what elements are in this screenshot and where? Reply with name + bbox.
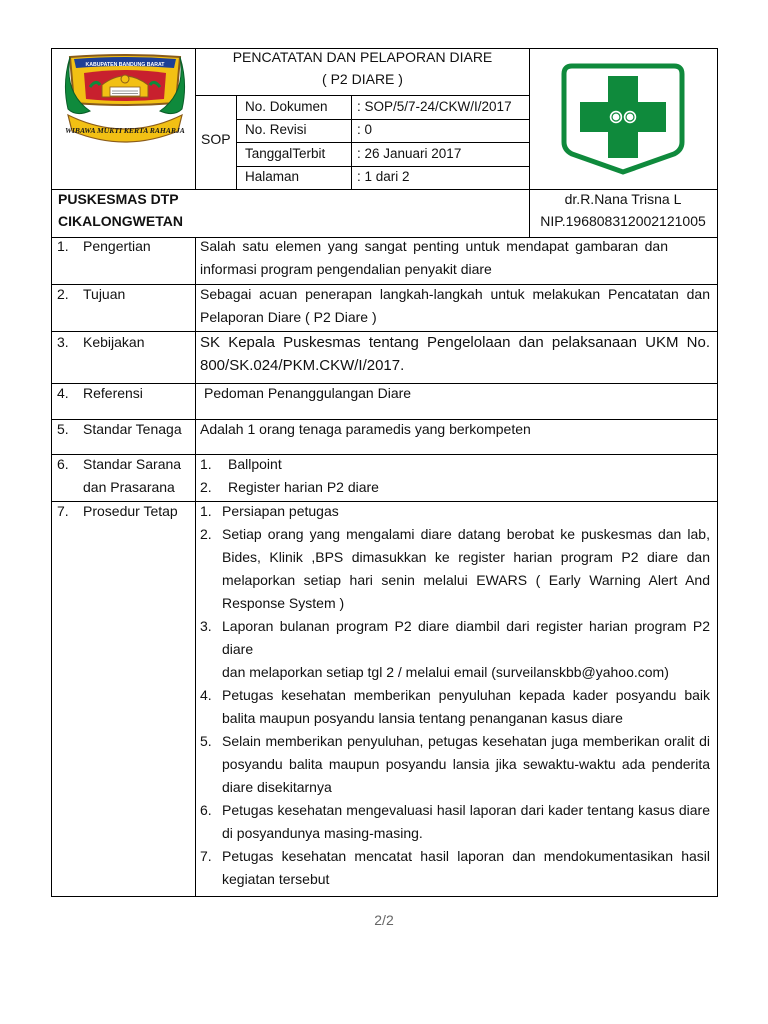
- signer-name: dr.R.Nana Trisna L: [564, 191, 682, 207]
- regency-emblem-logo: [62, 53, 188, 149]
- emblem-arc-text: KABUPATEN BANDUNG BARAT: [85, 62, 165, 68]
- section-number: 2.: [57, 286, 69, 302]
- section-label-standar-tenaga: [57, 418, 193, 441]
- section-text-tujuan: Sebagai acuan penerapan langkah-langkah untuk melakukan Pencatatan dan Pelaporan Diare ( P2 Diare ): [200, 286, 710, 325]
- emblem-motto-text: WIBAWA MUKTI KERTA RAHARJA: [65, 126, 185, 135]
- section-text-referensi: Pedoman Penanggulangan Diare: [204, 385, 412, 401]
- list-item: [200, 684, 710, 730]
- meta-value-revision: : 0: [357, 122, 373, 137]
- section-label-text: Prosedur Tetap: [83, 503, 178, 519]
- list-item: [200, 500, 710, 523]
- list-item-text: Petugas kesehatan mengevaluasi hasil laporan dari kader tentang kasus diare di posyandunya masing-masing.: [222, 802, 710, 841]
- section-text-kebijakan: SK Kepala Puskesmas tentang Pengelolaan dan pelaksanaan UKM No. 800/SK.024/PKM.CKW/I/2017.: [200, 334, 710, 374]
- list-item-text: Selain memberikan penyuluhan, petugas kesehatan juga memberikan oralit di posyandu balita maupun posyandu lansia jika sewaktu-waktu ada penderita diare disekitarnya: [222, 733, 710, 795]
- procedure-list: [200, 500, 710, 891]
- body-column-divider: [195, 237, 196, 897]
- list-item-num: 2.: [200, 526, 212, 542]
- list-item-num: 6.: [200, 802, 212, 818]
- puskesmas-cross-logo: [558, 60, 688, 176]
- section-number: 3.: [57, 334, 69, 350]
- list-item: [200, 615, 710, 684]
- list-item-num: 5.: [200, 733, 212, 749]
- meta-value-page: : 1 dari 2: [357, 169, 410, 184]
- list-item-text: Petugas kesehatan memberikan penyuluhan kepada kader posyandu baik balita maupun posyandu lansia tentang penanganan kasus diare: [222, 687, 710, 726]
- section-label-text: Standar Tenaga: [83, 421, 182, 437]
- organization-name-line1: PUSKESMAS DTP: [58, 191, 179, 207]
- section-text-pengertian: Salah satu elemen yang sangat penting untuk mendapat gambaran dan informasi program pengendalian penyakit diare: [200, 238, 668, 277]
- list-item: [200, 845, 710, 891]
- list-item-text: Laporan bulanan program P2 diare diambil dari register harian program P2 diare: [222, 618, 710, 657]
- meta-label-page: Halaman: [245, 169, 300, 184]
- section-number: 4.: [57, 385, 69, 401]
- meta-label-revision: No. Revisi: [245, 122, 307, 137]
- list-item-text: Setiap orang yang mengalami diare datang berobat ke puskesmas dan lab, Bides, Klinik ,BPS dimasukkan ke register harian program P2 diare dan melaporkan setiap hari senin melalui EWARS ( Early Warning Alert And Response System ): [222, 526, 710, 611]
- section-label-text: Kebijakan: [83, 334, 145, 350]
- section-label-text: Referensi: [83, 385, 143, 401]
- section-label-text-2: dan Prasarana: [83, 479, 175, 495]
- document-title: PENCATATAN DAN PELAPORAN DIARE: [232, 49, 493, 65]
- section-label-kebijakan: [57, 331, 193, 354]
- section-label-standar-sarana: [57, 453, 193, 499]
- table-border-bottom: [51, 896, 718, 897]
- list-item-text: Ballpoint: [228, 456, 282, 472]
- section-label-text: Standar Sarana: [83, 456, 182, 472]
- section-label-text: Pengertian: [83, 238, 151, 254]
- list-item-text: Register harian P2 diare: [228, 479, 379, 495]
- organization-name-line2: CIKALONGWETAN: [58, 213, 183, 229]
- section-label-text: Tujuan: [83, 286, 126, 302]
- document-subtitle: ( P2 DIARE ): [322, 71, 403, 87]
- list-item-num: 2.: [200, 479, 212, 495]
- section-number: 7.: [57, 503, 69, 519]
- list-item: [200, 730, 710, 799]
- list-item: [200, 799, 710, 845]
- list-item-num: 7.: [200, 848, 212, 864]
- list-item: [200, 523, 710, 615]
- meta-value-issue-date: : 26 Januari 2017: [357, 146, 462, 161]
- section-label-tujuan: [57, 283, 193, 306]
- section-label-pengertian: [57, 235, 193, 258]
- page-number: 2/2: [374, 912, 394, 928]
- list-item-num: 1.: [200, 503, 212, 519]
- section-label-referensi: [57, 382, 193, 405]
- signer-nip: NIP.196808312002121005: [540, 213, 706, 229]
- list-item-text: Persiapan petugas: [222, 503, 339, 519]
- list-item-text: Petugas kesehatan mencatat hasil laporan dan mendokumentasikan hasil kegiatan tersebut: [222, 848, 710, 887]
- list-item-num: 4.: [200, 687, 212, 703]
- sop-label: SOP: [201, 131, 231, 147]
- table-border-left: [51, 48, 52, 897]
- section-text-standar-tenaga: Adalah 1 orang tenaga paramedis yang berkompeten: [200, 421, 531, 437]
- list-item-subtext: dan melaporkan setiap tgl 2 / melalui email (surveilanskbb@yahoo.com): [222, 664, 669, 680]
- meta-label-issue-date: TanggalTerbit: [245, 146, 326, 161]
- section-number: 5.: [57, 421, 69, 437]
- table-border-right: [717, 48, 718, 897]
- section-number: 6.: [57, 456, 69, 472]
- meta-label-document-number: No. Dokumen: [245, 99, 328, 114]
- meta-value-document-number: : SOP/5/7-24/CKW/I/2017: [357, 99, 512, 114]
- list-item-num: 1.: [200, 456, 212, 472]
- list-item-num: 3.: [200, 618, 212, 634]
- section-label-prosedur-tetap: [57, 500, 193, 523]
- section-number: 1.: [57, 238, 69, 254]
